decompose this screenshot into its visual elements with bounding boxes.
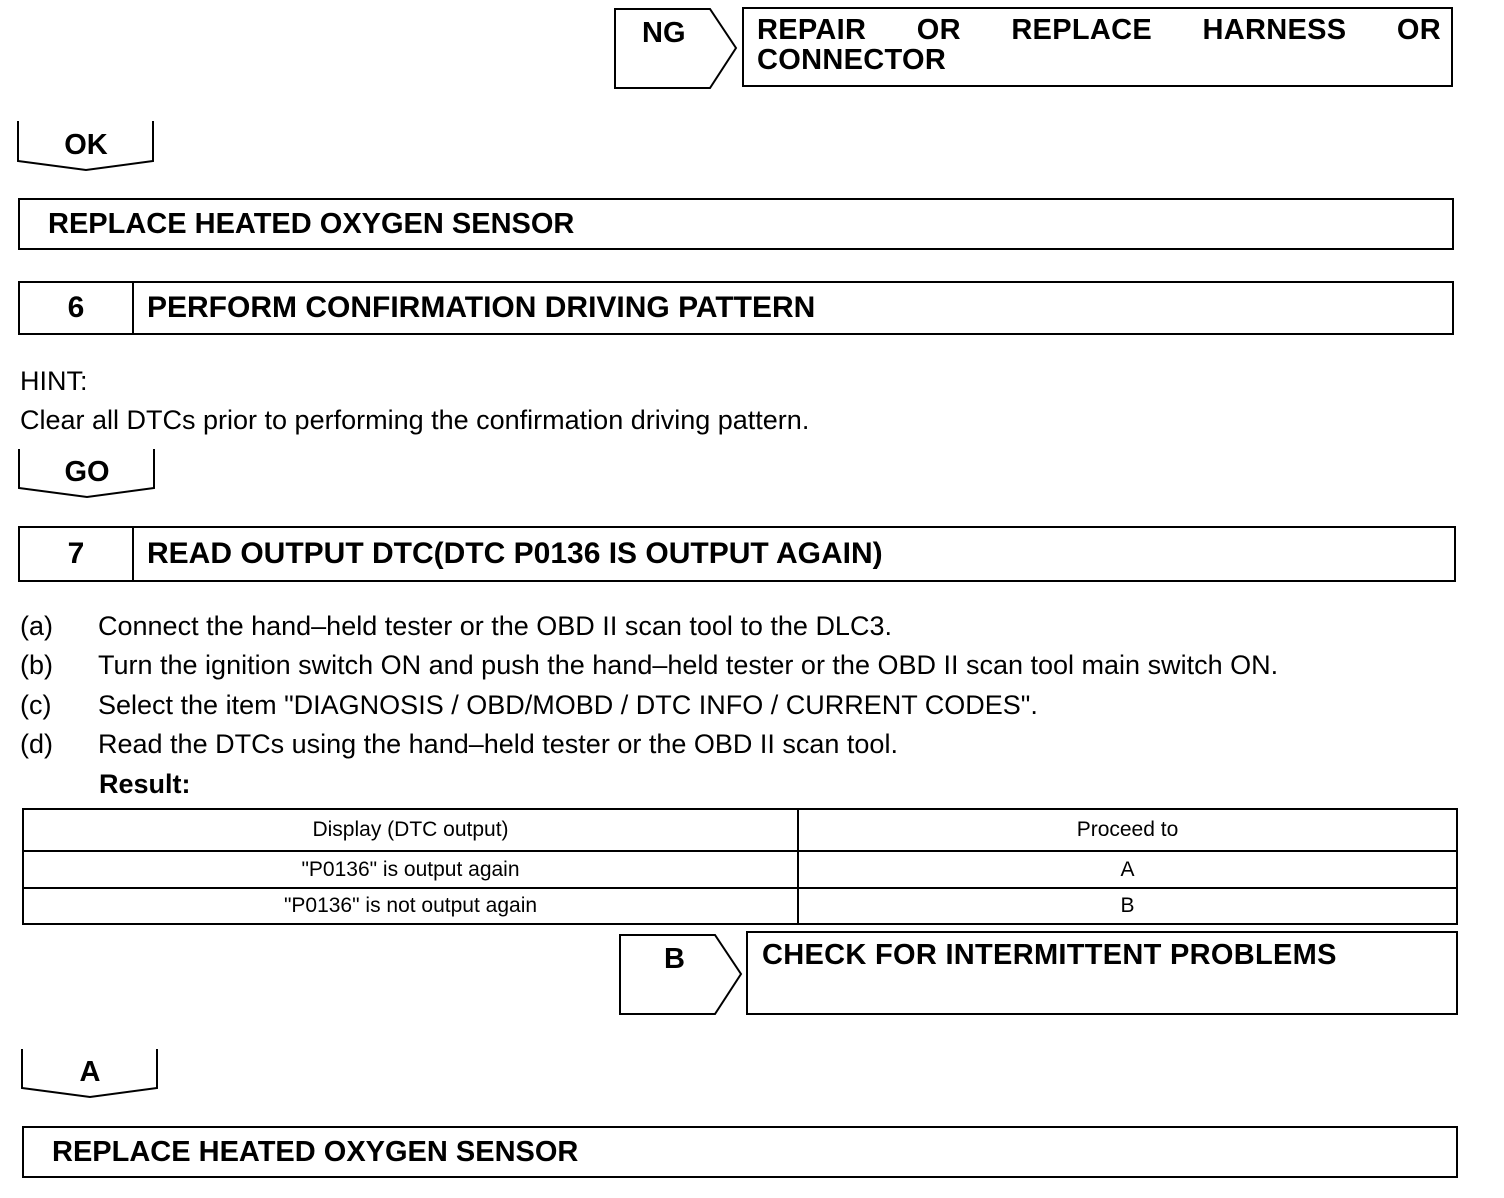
list-text: Read the DTCs using the hand–held tester or the OBD II scan tool. <box>98 729 898 759</box>
list-marker: (b) <box>20 650 53 680</box>
list-text: Select the item "DIAGNOSIS / OBD/MOBD / DTC INFO / CURRENT CODES". <box>98 690 1038 720</box>
list-text: Connect the hand–held tester or the OBD II scan tool to the DLC3. <box>98 611 892 641</box>
result-word: REPLACE <box>1011 14 1152 46</box>
list-item-c <box>20 690 1038 721</box>
result-line-1 <box>757 15 1441 45</box>
b-label: B <box>664 943 685 975</box>
table-row <box>23 851 1457 888</box>
result-word: OR <box>916 14 961 46</box>
table-header-row <box>23 809 1457 851</box>
result-word: OR <box>1396 14 1441 46</box>
ok-tag <box>17 120 155 172</box>
list-item-d <box>20 729 898 760</box>
list-item-a <box>20 611 892 642</box>
repair-harness-result-box <box>742 7 1453 87</box>
ng-arrow-tag <box>614 7 738 91</box>
list-marker: (d) <box>20 729 53 759</box>
table-header-cell: Proceed to <box>798 809 1457 851</box>
table-cell: "P0136" is output again <box>23 851 798 888</box>
replace-sensor-box <box>18 198 1454 250</box>
ok-label: OK <box>64 129 108 161</box>
go-label: GO <box>64 456 110 488</box>
step-number: 7 <box>20 528 134 580</box>
step-number: 6 <box>20 283 134 333</box>
list-marker: (a) <box>20 611 53 641</box>
table-cell: "P0136" is not output again <box>23 888 798 924</box>
table-header-cell: Display (DTC output) <box>23 809 798 851</box>
result-line-2: CONNECTOR <box>757 44 947 76</box>
list-marker: (c) <box>20 690 52 720</box>
step-6-header <box>18 281 1454 335</box>
intermittent-result-box <box>746 931 1458 1015</box>
replace-sensor-box-2 <box>22 1126 1458 1178</box>
replace-sensor-text: REPLACE HEATED OXYGEN SENSOR <box>52 1135 579 1168</box>
a-label: A <box>79 1056 101 1088</box>
list-item-b <box>20 650 1278 681</box>
hint-text: Clear all DTCs prior to performing the confirmation driving pattern. <box>20 405 810 435</box>
step-title: READ OUTPUT DTC(DTC P0136 IS OUTPUT AGAIN) <box>147 537 883 570</box>
intermittent-result-text: CHECK FOR INTERMITTENT PROBLEMS <box>762 939 1337 971</box>
a-tag <box>21 1048 159 1100</box>
table-row <box>23 888 1457 924</box>
list-text: Turn the ignition switch ON and push the hand–held tester or the OBD II scan tool main switch ON. <box>98 650 1279 680</box>
result-word: REPAIR <box>757 14 867 46</box>
result-word: HARNESS <box>1202 14 1347 46</box>
go-tag <box>18 448 156 500</box>
hint-label: HINT: <box>20 366 88 396</box>
ng-label: NG <box>642 17 686 49</box>
replace-sensor-text: REPLACE HEATED OXYGEN SENSOR <box>48 207 575 240</box>
table-cell: B <box>798 888 1457 924</box>
b-arrow-tag <box>619 933 743 1017</box>
step-7-header <box>18 526 1456 582</box>
table-cell: A <box>798 851 1457 888</box>
step-title: PERFORM CONFIRMATION DRIVING PATTERN <box>147 291 816 324</box>
result-table <box>22 808 1458 925</box>
result-label: Result: <box>99 769 191 799</box>
